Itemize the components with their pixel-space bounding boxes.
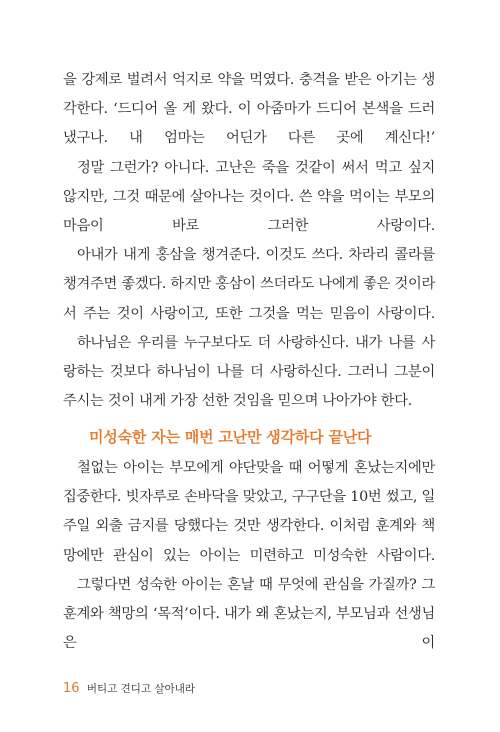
paragraph: 을 강제로 벌려서 억지로 약을 먹였다. 충격을 받은 아기는 생각한다. ‘드디어 올 게 왔다. 이 아줌마가 드디어 본색을 드러냈구나. 내 엄마는 어딘가 다른 곳에 계신다!’ — [63, 72, 435, 147]
page-footer — [63, 682, 195, 696]
paragraph: 정말 그런가? 아니다. 고난은 죽을 것같이 써서 먹고 싶지 않지만, 그것 때문에 살아나는 것이다. 쓴 약을 먹이는 부모의 마음이 바로 그러한 사랑이다. — [63, 159, 435, 235]
paragraph: 하나님은 우리를 누구보다도 더 사랑하신다. 내가 나를 사랑하는 것보다 하나님이 나를 더 사랑하신다. 그러니 그분이 주시는 것이 내게 가장 선한 것임을 믿으며 나아가야 한다. — [63, 334, 435, 410]
page-number: 16 — [63, 681, 80, 696]
paragraph: 그렇다면 성숙한 아이는 혼날 때 무엇에 관심을 가질까? 그 훈계와 책망의 ‘목적’이다. 내가 왜 혼났는지, 부모님과 선생님은 이 — [63, 576, 435, 652]
paragraph: 아내가 내게 홍삼을 챙겨준다. 이것도 쓰다. 차라리 콜라를 챙겨주면 좋겠다. 하지만 홍삼이 쓰더라도 나에게 좋은 것이라서 주는 것이 사랑이고, 또한 그것을 먹는 믿음이 사랑이다. — [63, 247, 435, 322]
body-text-block-1 — [63, 66, 435, 416]
paragraph: 철없는 아이는 부모에게 야단맞을 때 어떻게 혼났는지에만 집중한다. 빗자루로 손바닥을 맞았고, 구구단을 10번 썼고, 일주일 외출 금지를 당했다는 것만 생각한다. 이처럼 훈계와 책망에만 관심이 있는 아이는 미련하고 미성숙한 사람이다. — [63, 460, 435, 564]
running-title: 버티고 견디고 살아내라 — [86, 683, 195, 695]
body-text-block-2 — [63, 454, 435, 658]
section-heading: 미성숙한 자는 매번 고난만 생각하다 끝난다 — [89, 428, 372, 446]
